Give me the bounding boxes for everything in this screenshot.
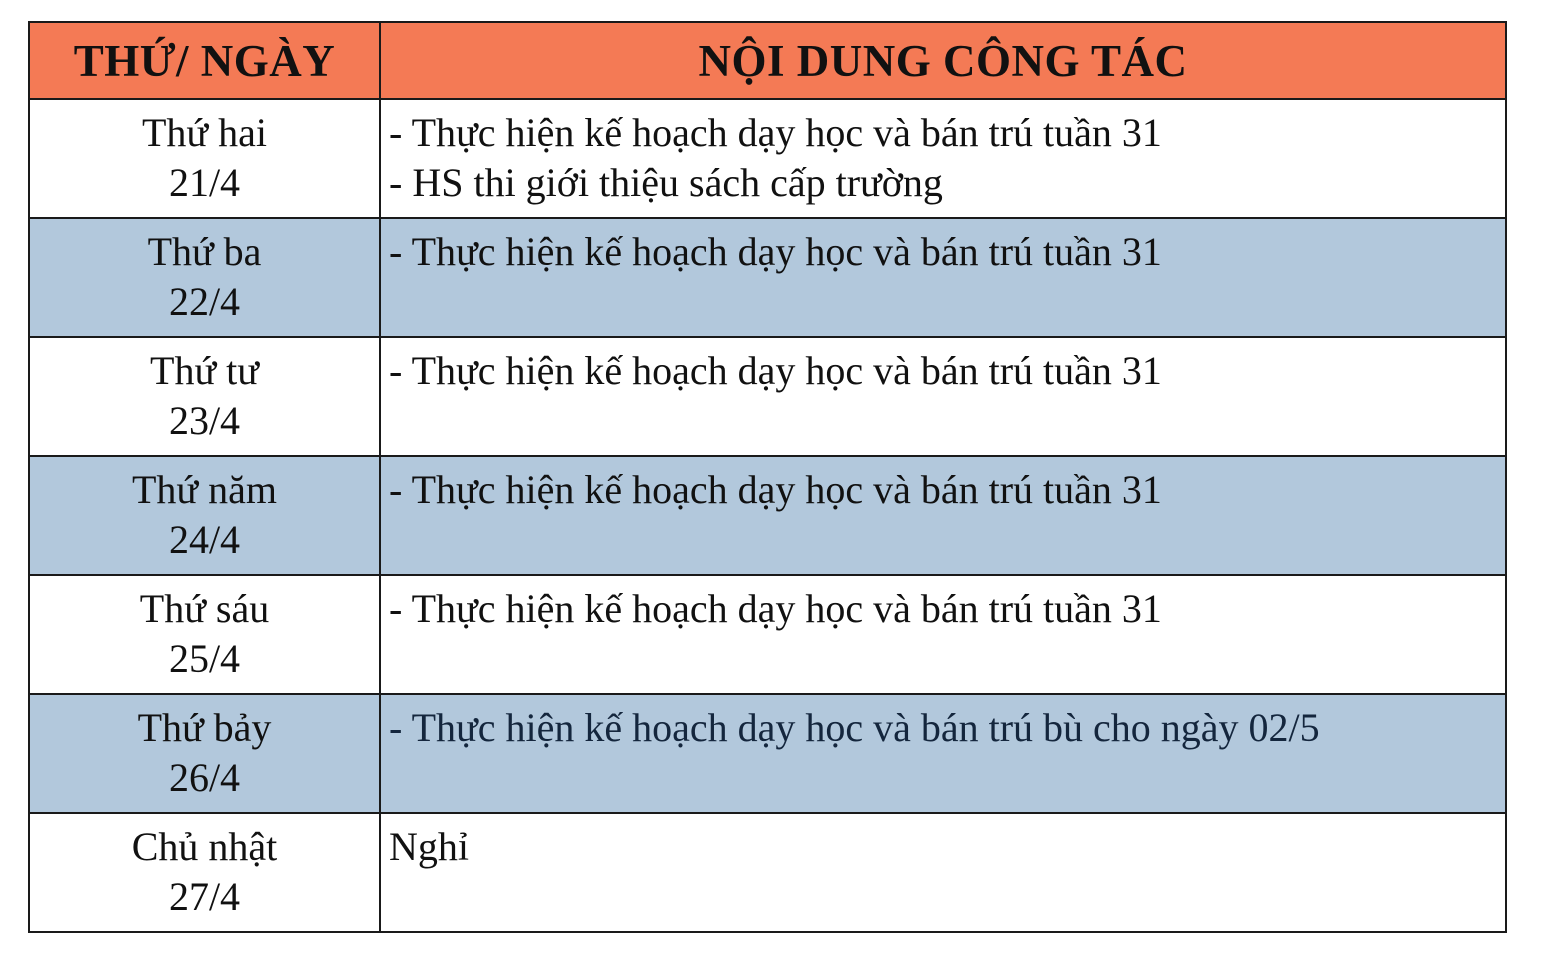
day-date: 24/4 [168,517,241,562]
day-cell [29,456,380,575]
day-date: 22/4 [168,279,241,324]
content-item: - Thực hiện kế hoạch dạy học và bán trú tuần 31 [389,110,1162,155]
day-date: 27/4 [168,874,241,919]
content-item: - HS thi giới thiệu sách cấp trường [389,160,943,205]
day-date: 21/4 [168,160,241,205]
day-date: 23/4 [168,398,241,443]
day-name: Thứ sáu [139,586,270,631]
day-name: Thứ năm [132,467,277,512]
table-row [29,337,1506,456]
content-cell [380,575,1506,694]
day-name: Thứ tư [150,348,259,393]
content-cell [380,456,1506,575]
day-date: 25/4 [168,636,241,681]
day-cell [29,337,380,456]
table-row [29,813,1506,932]
day-cell [29,218,380,337]
table-row [29,694,1506,813]
day-cell [29,99,380,218]
day-name: Thứ hai [142,110,267,155]
day-name: Chủ nhật [131,824,278,869]
table-row [29,218,1506,337]
day-cell [29,575,380,694]
header-day-date: THỨ/ NGÀY [29,22,380,99]
content-item: - Thực hiện kế hoạch dạy học và bán trú bù cho ngày 02/5 [389,705,1320,750]
table-row [29,575,1506,694]
work-schedule-table [28,21,1507,933]
content-item: Nghỉ [389,824,469,869]
table-row [29,456,1506,575]
content-item: - Thực hiện kế hoạch dạy học và bán trú tuần 31 [389,586,1162,631]
table-row [29,99,1506,218]
content-cell [380,813,1506,932]
content-item: - Thực hiện kế hoạch dạy học và bán trú tuần 31 [389,467,1162,512]
content-cell [380,218,1506,337]
content-item: - Thực hiện kế hoạch dạy học và bán trú tuần 31 [389,229,1162,274]
content-cell [380,337,1506,456]
content-cell [380,99,1506,218]
day-date: 26/4 [168,755,241,800]
content-cell [380,694,1506,813]
day-cell [29,694,380,813]
day-cell [29,813,380,932]
day-name: Thứ ba [147,229,262,274]
table-header-row [29,22,1506,99]
content-item: - Thực hiện kế hoạch dạy học và bán trú tuần 31 [389,348,1162,393]
header-work-content: NỘI DUNG CÔNG TÁC [380,22,1506,99]
day-name: Thứ bảy [137,705,272,750]
